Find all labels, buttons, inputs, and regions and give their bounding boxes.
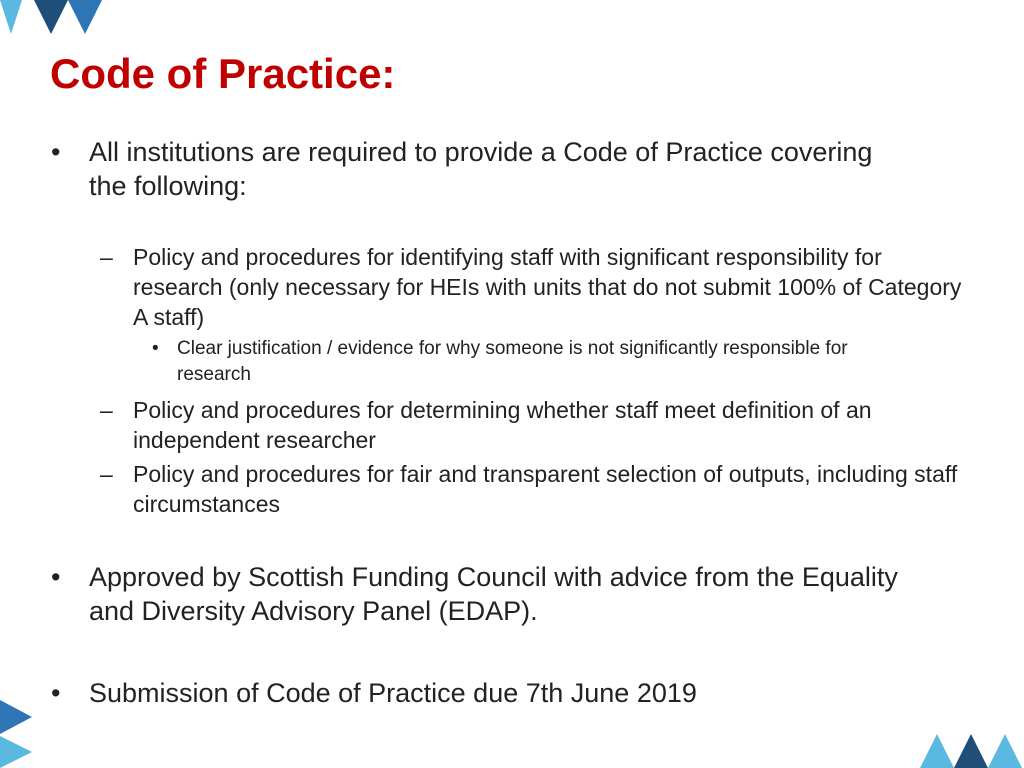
- bullet-item: [51, 676, 911, 710]
- dash-marker: –: [100, 397, 113, 423]
- bullet-marker: •: [51, 678, 61, 708]
- sub-bullet-text: Policy and procedures for fair and transparent selection of outputs, including staff circumstances: [133, 461, 958, 517]
- sub-bullet-text: Policy and procedures for determining whether staff meet definition of an independent researcher: [133, 397, 872, 453]
- sub-bullet-text: Policy and procedures for identifying staff with significant responsibility for research (only necessary for HEIs with units that do not submit 100% of Category A staff): [133, 244, 962, 330]
- bullet-item: [51, 135, 911, 203]
- sub-sub-bullet-item: [152, 336, 882, 388]
- bullet-text: All institutions are required to provide a Code of Practice covering the following:: [89, 137, 873, 201]
- bullet-marker: •: [51, 137, 61, 167]
- slide-title: Code of Practice:: [50, 50, 396, 97]
- sub-bullet-item: [100, 242, 970, 332]
- dash-marker: –: [100, 461, 113, 487]
- bullet-text: Approved by Scottish Funding Council with advice from the Equality and Diversity Advisory Panel (EDAP).: [89, 562, 898, 626]
- dash-marker: –: [100, 244, 113, 270]
- bullet-marker: •: [152, 338, 159, 359]
- bullet-marker: •: [51, 562, 61, 592]
- sub-bullet-item: [100, 459, 970, 519]
- bullet-text: Submission of Code of Practice due 7th June 2019: [89, 678, 697, 708]
- sub-bullet-item: [100, 395, 970, 455]
- sub-sub-bullet-text: Clear justification / evidence for why someone is not significantly responsible for research: [177, 338, 848, 385]
- bullet-item: [51, 560, 911, 628]
